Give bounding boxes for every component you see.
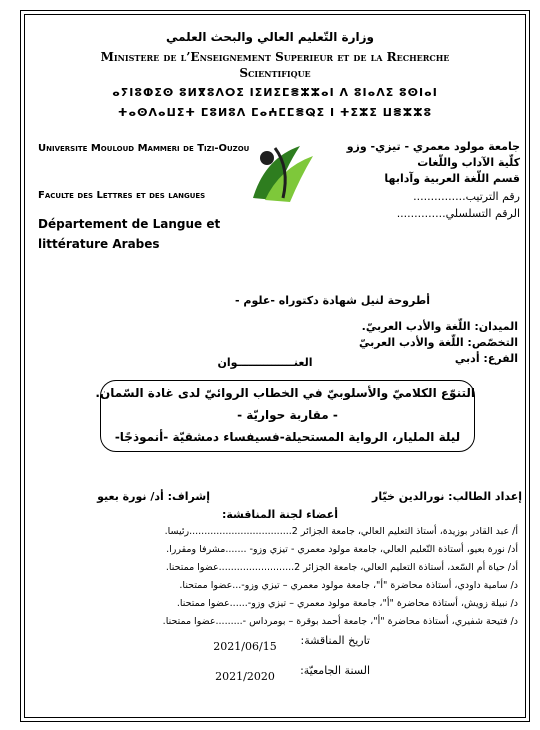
ministry-arabic: وزارة التّعليم العالي والبحث العلمي	[165, 30, 375, 44]
committee-member: أد/ حياة أم السّعد، أستاذة التعليم العالي، جامعة الجزائر 2.........................عضوا ممتحنا.	[165, 562, 518, 573]
supervisor-name: إشراف: أد/ نورة بعيو	[97, 490, 210, 503]
title-label: العنـــــــــــــــوان	[217, 356, 313, 369]
committee-member: د/ نبيلة زويش، أستاذة محاضرة "أ"، جامعة مولود معمري – تيزي وزو-......عضوا ممتحنا.	[176, 598, 518, 609]
ministry-french-line1: Ministere de l’Enseignement Superieur et de la Recherche	[100, 50, 450, 64]
department-arabic: قسم اللّغة العربية وآدابها	[384, 172, 520, 185]
tifinagh-line2: ⵜⴰⵙⴷⴰⵡⵉⵜ ⵎⵓⵍⵓⴷ ⵎⴰⵄⵎⵎⴻⵕⵉ ⵏ ⵜⵉⵣⵉ ⵡⴻⵣⵣⵓ	[117, 106, 433, 119]
thesis-field: الميدان: اللّغة والأدب العربيّ.	[361, 320, 518, 333]
faculty-french: Faculte des Lettres et des langues	[38, 190, 206, 201]
committee-member: أ/ عبد القادر بوزيدة، أستاذ التعليم العالي، جامعة الجزائر 2..................................رئيسا.	[164, 526, 518, 537]
serial-number: الرقم التسلسلي..............	[396, 207, 520, 220]
title-line2: - مقاربة حواريّة -	[237, 408, 338, 422]
title-line1: التنوّع الكلاميّ والأسلوبيّ في الخطاب الروائيّ لدى غادة السّمان.	[95, 386, 475, 400]
thesis-branch: الفرع: أدبي	[454, 352, 518, 365]
committee-member: د/ فتيحة شفيري، أستاذة محاضرة "أ"، جامعة أحمد بوقرة – بومرداس -.........عضوا ممتحنا.	[162, 616, 518, 627]
university-french: Universite Mouloud Mammeri de Tizi-Ouzou	[38, 143, 250, 154]
university-arabic: جامعة مولود معمري - تيزي- وزو	[346, 140, 520, 153]
faculty-arabic: كلّية الآداب واللّغات	[417, 156, 520, 169]
academic-year: 2021/2020	[215, 670, 275, 683]
thesis-type: أطروحة لنيل شهادة دكتوراه -علوم -	[235, 294, 430, 307]
student-name: إعداد الطالب: نورالدين خيّار	[372, 490, 522, 503]
committee-title: أعضاء لجنة المناقشة:	[221, 508, 339, 521]
rank-number: رقم الترتيب...............	[413, 190, 520, 203]
university-logo-icon	[245, 138, 320, 208]
thesis-specialty: التخصّص: اللّغة والأدب العربيّ	[358, 336, 518, 349]
defense-date-label: تاريخ المناقشة:	[300, 634, 370, 647]
defense-date: 2021/06/15	[213, 640, 277, 653]
title-line3: ليلة المليار، الرواية المستحيلة-فسيفساء دمشقيّة -أنموذجًا-	[114, 430, 461, 444]
committee-member: د/ سامية داودي، أستاذة محاضرة "أ"، جامعة مولود معمري – تيزي وزو-...عضوا ممتحنا.	[179, 580, 518, 591]
academic-year-label: السنة الجامعيّة:	[300, 664, 370, 677]
department-french: Département de Langue et littérature Arabes	[38, 217, 221, 251]
ministry-french-line2: Scientifique	[239, 66, 311, 80]
committee-member: أد/ نورة بعيو، أستاذة التّعليم العالي، جامعة مولود معمري - تيزي وزو- .......مشرفا ومقررا.	[166, 544, 518, 555]
tifinagh-line1: ⴰⵢⵏⵓⵀⵉⵙ ⵓⵍⴳⵓⴷⵔⵉ ⵏⵉⵍⵉⵎⴻⵣⵣⴰⵏ ⴷ ⵓⵏⴰⴷⵉ ⵓⵙⵏⴰⵏ	[112, 86, 438, 99]
